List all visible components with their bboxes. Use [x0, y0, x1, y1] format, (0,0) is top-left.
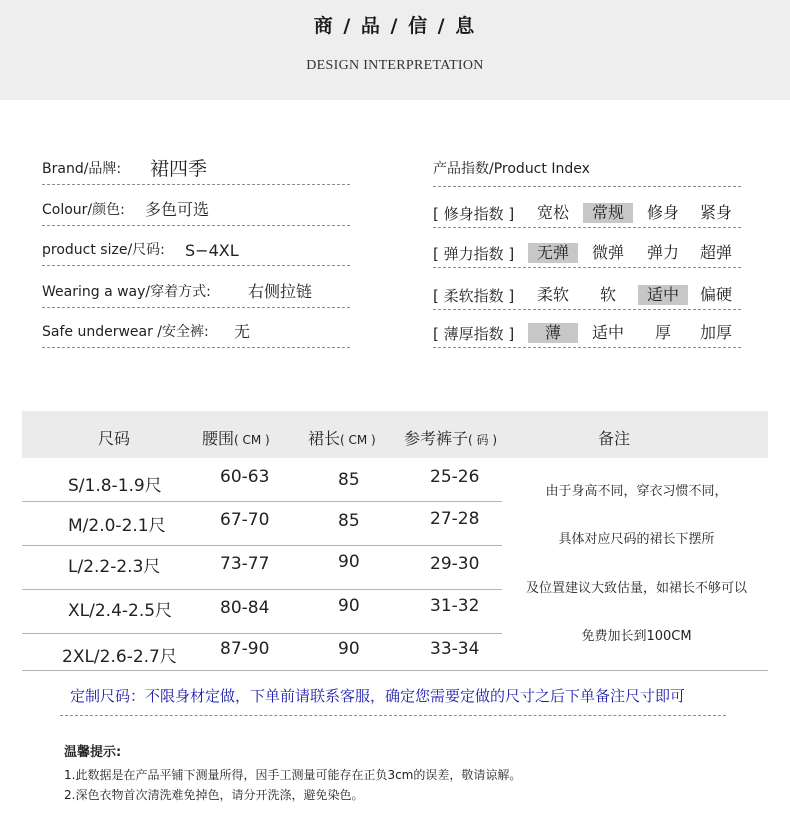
colour-label: Colour/颜色: [42, 202, 125, 218]
cell-length: 90 [338, 596, 360, 616]
page-subtitle: DESIGN INTERPRETATION [306, 58, 484, 73]
tip-line: 1.此数据是在产品平铺下测量所得，因手工测量可能存在正负3cm的误差，敬请谅解。 [64, 768, 522, 782]
cell-size: XL/2.4-2.5尺 [68, 601, 173, 621]
product-index-option: 适中 [591, 323, 624, 342]
table-row [22, 546, 502, 590]
cell-size: S/1.8-1.9尺 [68, 476, 162, 496]
product-index-option-selected: 适中 [638, 285, 688, 305]
product-index-row [433, 240, 741, 268]
th-pants-unit: ( 码 ) [468, 433, 498, 447]
note-line: 及位置建议大致估量，如裙长不够可以 [525, 581, 747, 596]
tips-title: 温馨提示: [64, 745, 122, 760]
cell-pants: 27-28 [430, 509, 480, 529]
product-index-option: 宽松 [536, 203, 569, 222]
cell-length: 90 [338, 552, 360, 572]
info-row-wearing [42, 282, 350, 308]
size-value: S−4XL [185, 241, 239, 260]
product-index-label: [ 柔软指数 ] [433, 287, 515, 305]
cell-pants: 33-34 [430, 639, 480, 659]
cell-waist: 60-63 [220, 467, 270, 487]
note-line: 免费加长到100CM [581, 629, 692, 644]
product-index-row [433, 320, 741, 348]
product-index-option: 软 [599, 285, 616, 304]
tip-line: 2.深色衣物首次清洗难免掉色，请分开洗涤，避免染色。 [64, 788, 364, 802]
product-index-option: 厚 [654, 323, 671, 342]
brand-label: Brand/品牌: [42, 161, 122, 177]
product-index-label: [ 弹力指数 ] [433, 245, 515, 263]
cell-waist: 80-84 [220, 598, 270, 618]
brand-value: 裙四季 [150, 159, 208, 180]
info-row-size [42, 240, 350, 266]
th-length [308, 426, 376, 449]
wearing-value: 右侧拉链 [248, 282, 313, 301]
th-length-unit: ( CM ) [340, 433, 376, 447]
product-index-option: 偏硬 [699, 285, 732, 304]
th-pants [404, 426, 497, 449]
product-index-option: 加厚 [699, 323, 732, 342]
info-row-colour [42, 200, 350, 226]
product-index-option: 紧身 [699, 203, 732, 222]
table-row [22, 634, 502, 678]
colour-value: 多色可选 [145, 200, 210, 219]
cell-waist: 87-90 [220, 639, 270, 659]
product-index-option: 柔软 [536, 285, 569, 304]
product-index-option-selected: 无弹 [528, 243, 578, 263]
product-index-option-selected: 薄 [528, 323, 578, 343]
note-line: 由于身高不同，穿衣习惯不同， [545, 484, 728, 499]
info-row-brand [42, 159, 350, 185]
table-row [22, 590, 502, 634]
safe-value: 无 [234, 322, 251, 341]
safe-label: Safe underwear /安全裤: [42, 324, 209, 340]
custom-size-text: 定制尺码：不限身材定做，下单前请联系客服，确定您需要定做的尺寸之后下单备注尺寸即可 [70, 687, 686, 705]
cell-pants: 25-26 [430, 467, 480, 487]
size-table-header [22, 411, 768, 458]
table-row [22, 458, 502, 502]
wearing-label: Wearing a way/穿着方式: [42, 284, 211, 300]
table-row [22, 502, 502, 546]
product-index-label: [ 薄厚指数 ] [433, 325, 515, 343]
info-row-safe [42, 322, 350, 348]
cell-waist: 73-77 [220, 554, 270, 574]
table-bottom-divider [22, 670, 768, 671]
product-index-option: 修身 [646, 203, 679, 222]
product-index-label: [ 修身指数 ] [433, 205, 515, 223]
cell-length: 85 [338, 470, 360, 490]
header-banner [0, 0, 790, 100]
th-notes: 备注 [598, 429, 631, 448]
cell-length: 85 [338, 511, 360, 531]
product-index-option: 微弹 [591, 243, 624, 262]
product-index-row [433, 282, 741, 310]
cell-pants: 29-30 [430, 554, 480, 574]
custom-size-note [60, 684, 726, 716]
cell-pants: 31-32 [430, 596, 480, 616]
th-length-label: 裙长 [308, 429, 341, 448]
th-waist [202, 426, 270, 449]
note-line: 具体对应尺码的裙长下摆所 [558, 532, 715, 547]
product-index-option: 超弹 [699, 243, 732, 262]
th-waist-label: 腰围 [202, 429, 235, 448]
product-index-option: 弹力 [646, 243, 679, 262]
page-title: 商 / 品 / 信 / 息 [313, 15, 477, 37]
cell-size: 2XL/2.6-2.7尺 [62, 647, 177, 667]
product-index-title [433, 159, 741, 187]
size-label: product size/尺码: [42, 242, 165, 258]
product-index-heading: 产品指数/Product Index [433, 161, 590, 177]
cell-waist: 67-70 [220, 510, 270, 530]
cell-size: L/2.2-2.3尺 [68, 557, 161, 577]
th-pants-label: 参考裤子 [404, 429, 469, 448]
cell-size: M/2.0-2.1尺 [68, 516, 166, 536]
cell-length: 90 [338, 639, 360, 659]
product-index-option-selected: 常规 [583, 203, 633, 223]
th-waist-unit: ( CM ) [234, 433, 270, 447]
th-size: 尺码 [98, 429, 131, 448]
size-table-notes [505, 470, 768, 670]
product-index-row [433, 200, 741, 228]
